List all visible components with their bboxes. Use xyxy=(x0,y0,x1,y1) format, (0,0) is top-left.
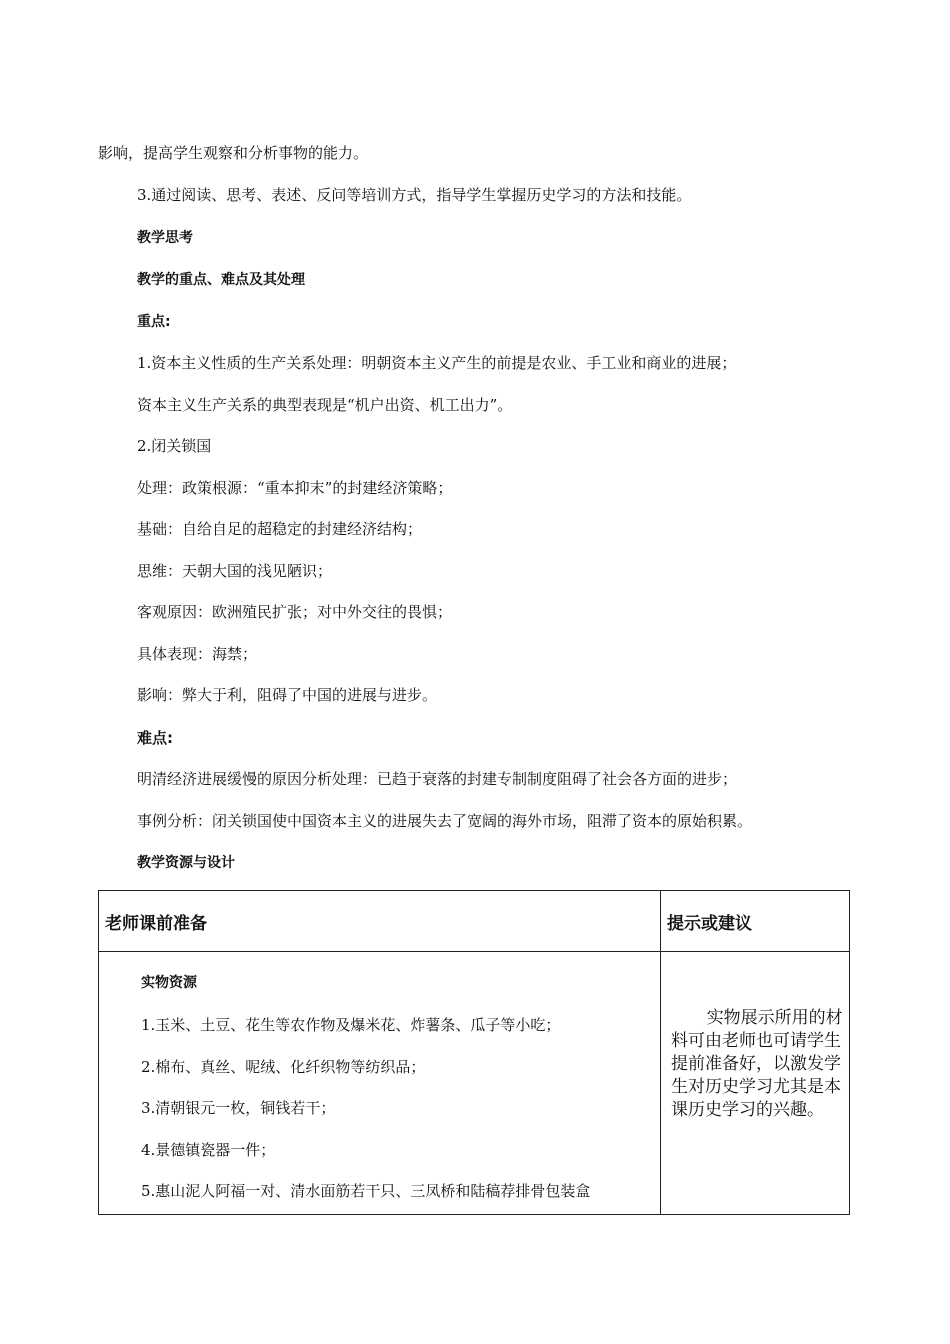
col-header-hints: 提示或建议 xyxy=(661,891,850,952)
focus-item-2-basis: 基础：自给自足的超稳定的封建经济结构； xyxy=(137,520,423,538)
difficulty-item-1: 明清经济进展缓慢的原因分析处理：已趋于衰落的封建专制制度阻碍了社会各方面的进步； xyxy=(137,770,738,788)
list-item: 1.玉米、土豆、花生等农作物及爆米花、炸薯条、瓜子等小吃； xyxy=(141,1016,561,1034)
heading-key-points: 教学的重点、难点及其处理 xyxy=(137,272,305,288)
difficulty-item-2: 事例分析：闭关锁国使中国资本主义的进展失去了宽阔的海外市场，阻滞了资本的原始积累。 xyxy=(137,812,753,830)
heading-difficulty: 难点: xyxy=(137,729,173,747)
list-item: 5.惠山泥人阿福一对、清水面筋若干只、三凤桥和陆稿荐排骨包装盒 xyxy=(141,1182,591,1200)
hint-text: 实物展示所用的材料可由老师也可请学生提前准备好，以激发学生对历史学习尤其是本课历史学习的兴趣。 xyxy=(671,1008,843,1120)
objective-3: 3.通过阅读、思考、表述、反问等培训方式，指导学生掌握历史学习的方法和技能。 xyxy=(137,186,692,204)
resources-table xyxy=(98,890,850,1215)
list-item: 2.棉布、真丝、呢绒、化纤织物等纺织品； xyxy=(141,1058,426,1076)
heading-teaching-thinking: 教学思考 xyxy=(137,230,193,246)
focus-item-2-manifestation: 具体表现：海禁； xyxy=(137,645,258,663)
preparation-cell xyxy=(99,952,661,1215)
focus-item-2-impact: 影响：弊大于利，阻碍了中国的进展与进步。 xyxy=(137,686,438,704)
focus-item-2-thinking: 思维：天朝大国的浅见陋识； xyxy=(137,562,333,580)
list-item: 3.清朝银元一枚，铜钱若干； xyxy=(141,1099,336,1117)
table-header-row xyxy=(99,891,850,952)
list-item: 4.景德镇瓷器一件； xyxy=(141,1141,276,1159)
heading-resources: 教学资源与设计 xyxy=(137,855,235,871)
focus-item-2-objective: 客观原因：欧洲殖民扩张；对中外交往的畏惧； xyxy=(137,603,453,621)
col-header-preparation: 老师课前准备 xyxy=(99,891,661,952)
paragraph-continuation: 影响，提高学生观察和分析事物的能力。 xyxy=(98,144,369,162)
focus-item-2: 2.闭关锁国 xyxy=(137,437,212,455)
focus-item-1-cont: 资本主义生产关系的典型表现是“机户出资、机工出力”。 xyxy=(137,396,513,414)
hint-cell xyxy=(661,952,850,1215)
section-physical-resources: 实物资源 xyxy=(141,975,197,991)
heading-focus: 重点: xyxy=(137,314,171,330)
focus-item-1: 1.资本主义性质的生产关系处理：明朝资本主义产生的前提是农业、手工业和商业的进展； xyxy=(137,354,737,372)
table-row xyxy=(99,952,850,1215)
focus-item-2-handling: 处理：政策根源：“重本抑末”的封建经济策略； xyxy=(137,479,453,497)
